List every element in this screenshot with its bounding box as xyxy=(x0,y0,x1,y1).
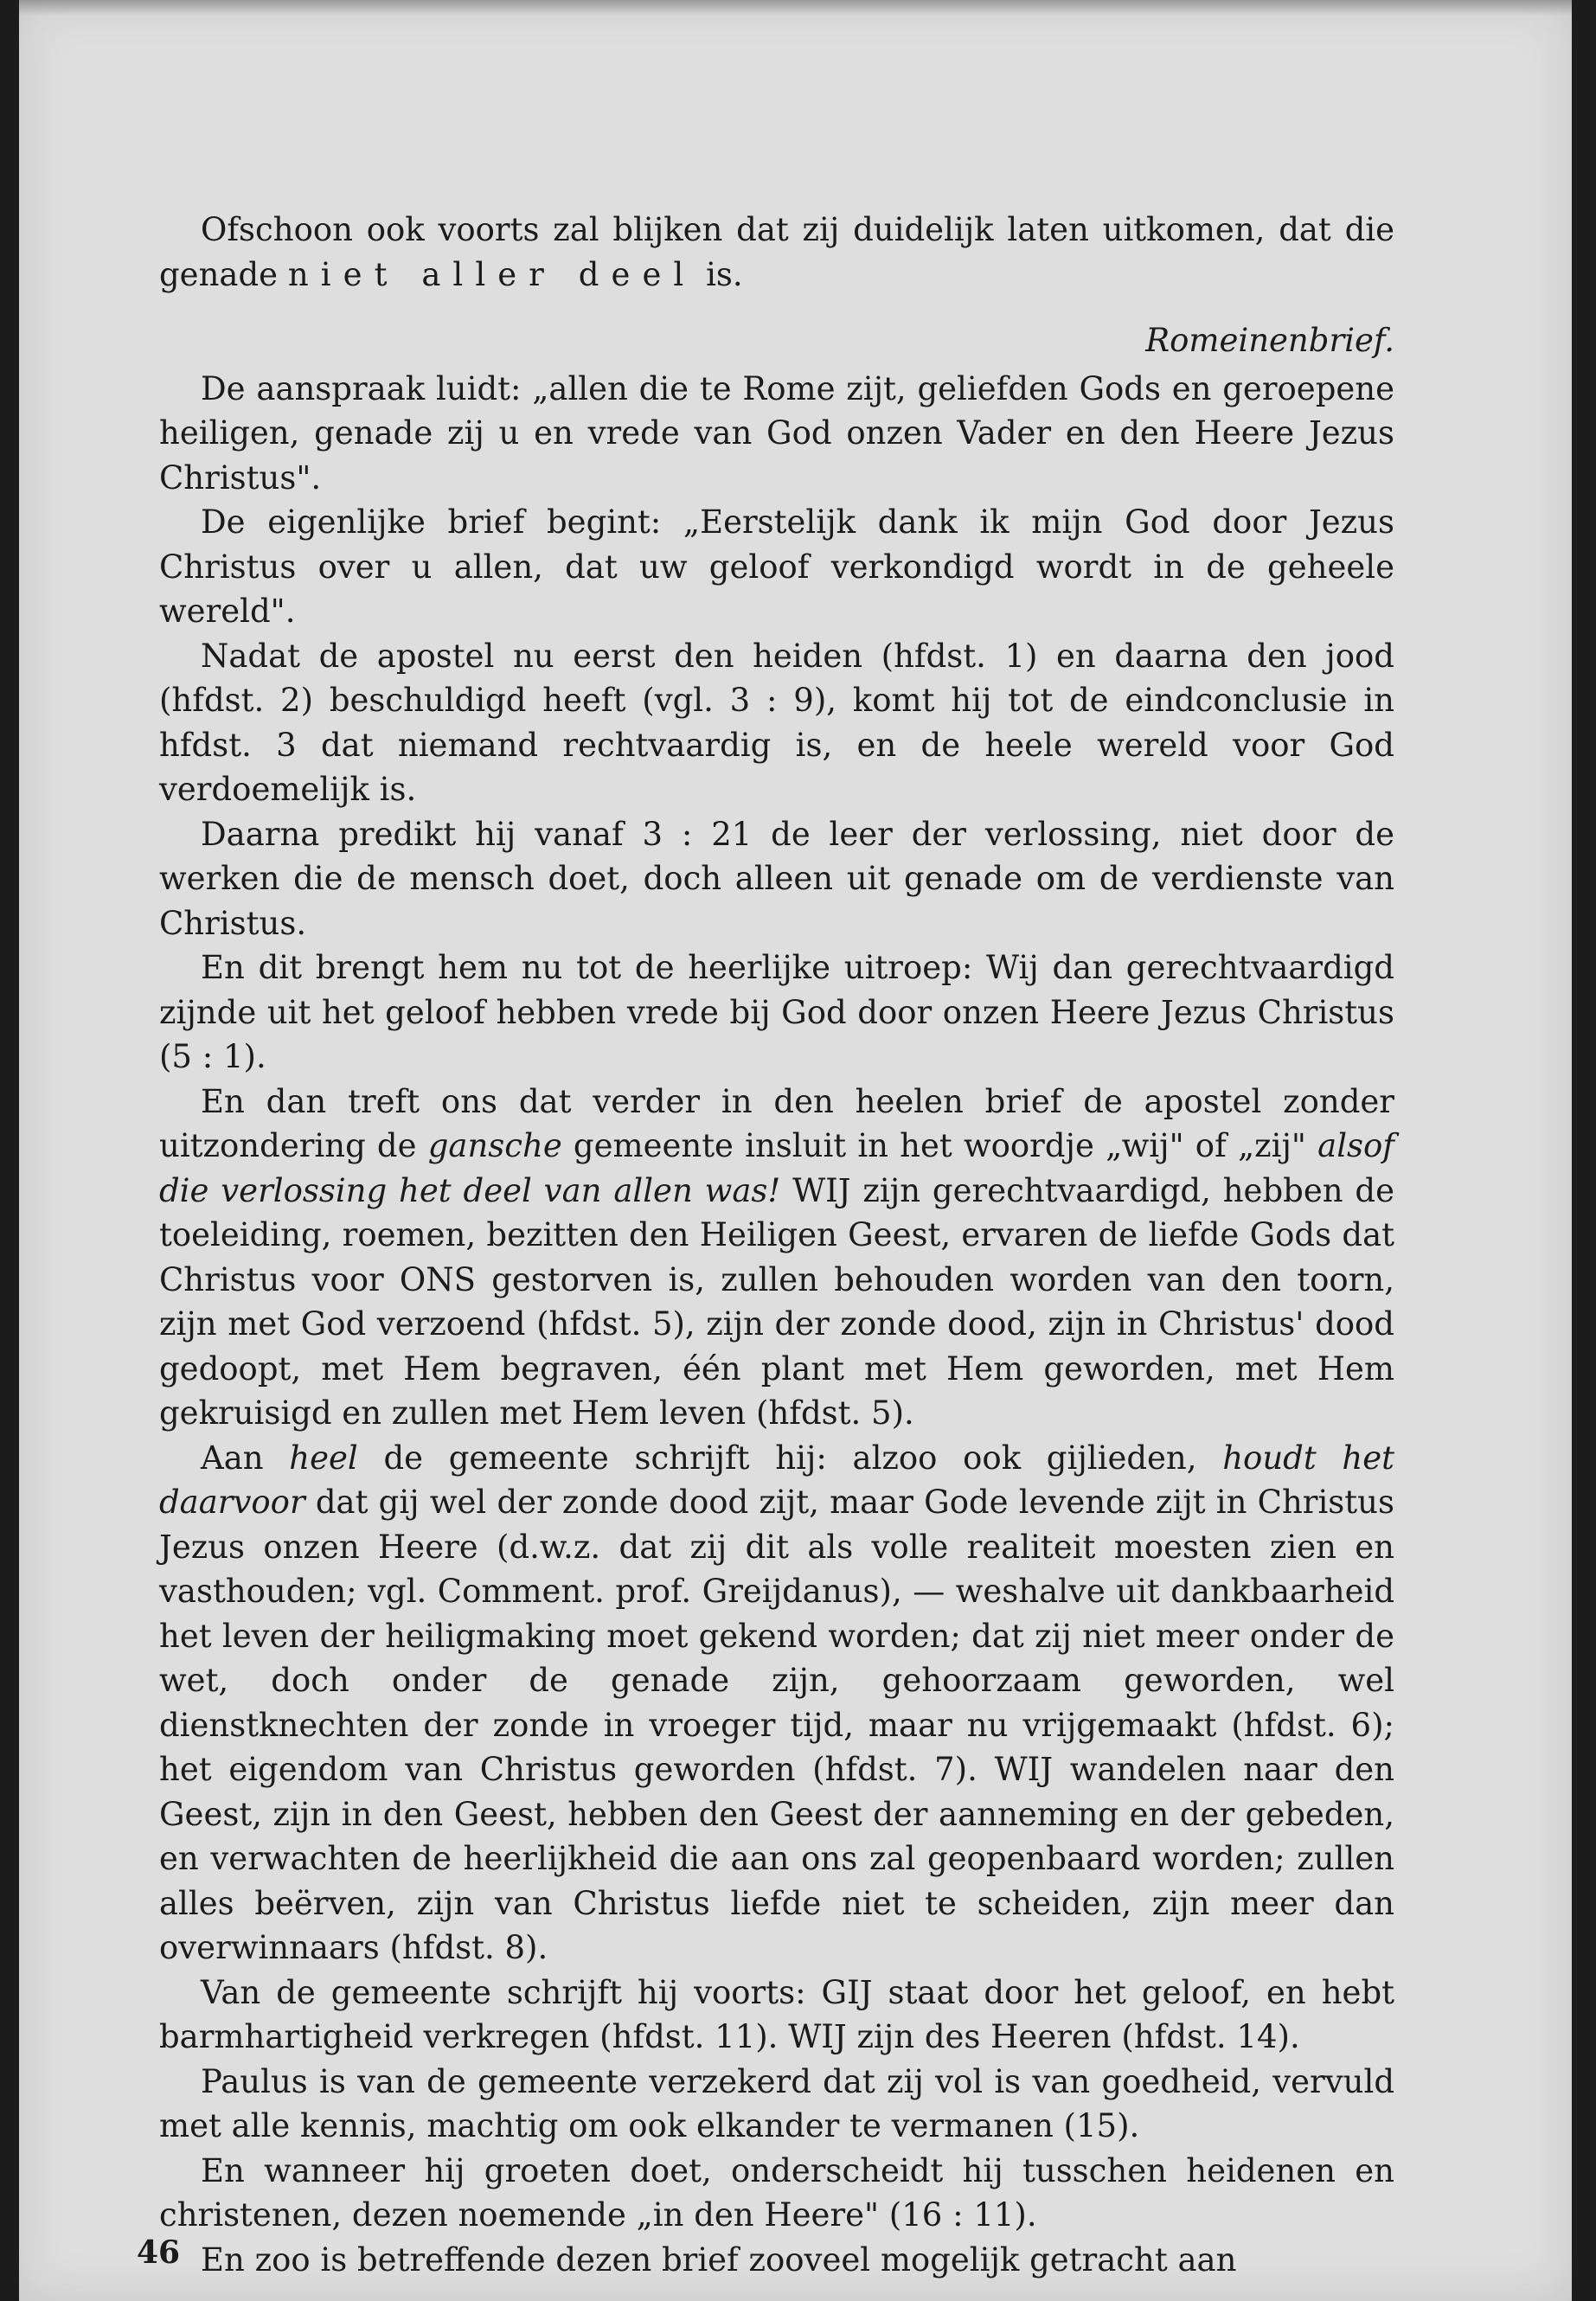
paragraph-2: De eigenlijke brief begint: „Eerstelijk dank ik mijn God door Jezus Christus over u allen, dat uw geloof verkondigd wordt in de geheele wereld". xyxy=(159,503,1394,630)
p6-text-c: gemeente insluit in het woordje „wij" of „zij" xyxy=(561,1127,1318,1164)
paragraph-10: En wanneer hij groeten doet, onderscheidt hij tusschen heidenen en christenen, dezen noemende „in den Heere" (16 : 11). xyxy=(159,2151,1394,2234)
p7-italic-phrase: houdt het daarvoor xyxy=(159,1439,1394,1521)
intro-spaced-text: niet aller deel xyxy=(287,255,696,293)
paragraph-6 xyxy=(159,1080,1394,1436)
p7-italic-heel: heel xyxy=(289,1439,358,1477)
page-number: 46 xyxy=(137,2234,181,2271)
paragraph-11: En zoo is betreffende dezen brief zooveel mogelijk getracht aan xyxy=(201,2240,1237,2279)
p7-text-c: de gemeente schrijft hij: alzoo ook gijlieden, xyxy=(357,1439,1223,1477)
intro-text-b: is. xyxy=(695,255,743,293)
section-heading: Romeinenbrief. xyxy=(1145,322,1394,359)
paragraph-3: Nadat de apostel nu eerst den heiden (hfdst. 1) en daarna den jood (hfdst. 2) beschuldigd heeft (vgl. 3 : 9), komt hij tot de eindconclusie in hfdst. 3 dat niemand rechtvaardig is, en de heele wereld voor God verdoemelijk is. xyxy=(159,637,1394,808)
intro-text-a: Ofschoon ook voorts zal blijken dat zij duidelijk laten uitkomen, dat die genade xyxy=(159,211,1394,293)
paragraph-9: Paulus is van de gemeente verzekerd dat zij vol is van goedheid, vervuld met alle kennis, machtig om ook elkander te vermanen (15). xyxy=(159,2062,1394,2144)
paragraph-1: De aanspraak luidt: „allen die te Rome zijt, geliefden Gods en geroepene heiligen, genade zij u en vrede van God onzen Vader en den Heere Jezus Christus". xyxy=(159,369,1394,497)
p7-text-e: dat gij wel der zonde dood zijt, maar Gode levende zijt in Christus Jezus onzen Heere (d.w.z. dat zij dit als volle realiteit moesten zien en vasthouden; vgl. Comment. prof. Greijdanus), — weshalve uit dankbaarheid het leven der heiligmaking moet gekend worden; dat zij niet meer onder de wet, doch onder de genade zijn, gehoorzaam geworden, wel dienstknechten der zonde in vroeger tijd, maar nu vrijgemaakt (hfdst. 6); het eigendom van Christus geworden (hfdst. 7). WIJ wandelen naar den Geest, zijn in den Geest, hebben den Geest der aanneming en der gebeden, en verwachten de heerlijkheid die aan ons zal geopenbaard worden; zullen alles beërven, zijn van Christus liefde niet te scheiden, zijn meer dan overwinnaars (hfdst. 8). xyxy=(159,1484,1394,1966)
intro-paragraph xyxy=(159,208,1394,297)
book-page xyxy=(19,0,1572,2301)
paragraph-5: En dit brengt hem nu tot de heerlijke uitroep: Wij dan gerechtvaardigd zijnde uit het geloof hebben vrede bij God door onzen Heere Jezus Christus (5 : 1). xyxy=(159,949,1394,1075)
paragraph-7 xyxy=(159,1436,1394,1971)
paragraph-4: Daarna predikt hij vanaf 3 : 21 de leer der verlossing, niet door de werken die de mensch doet, doch alleen uit genade om de verdienste van Christus. xyxy=(159,815,1394,942)
p6-italic-gansche: gansche xyxy=(427,1127,562,1164)
paragraph-8: Van de gemeente schrijft hij voorts: GIJ staat door het geloof, en hebt barmhartigheid verkregen (hfdst. 11). WIJ zijn des Heeren (hfdst. 14). xyxy=(159,1973,1394,2055)
p7-text-a: Aan xyxy=(201,1439,290,1477)
p6-text-a: En dan treft ons dat verder in den heelen brief de apostel zonder uitzondering de xyxy=(159,1082,1394,1164)
p6-italic-phrase: alsof die verlossing het deel van allen was! xyxy=(159,1127,1394,1209)
body-text xyxy=(159,208,1394,2282)
p6-text-e: WIJ zijn gerechtvaardigd, hebben de toeleiding, roemen, bezitten den Heiligen Geest, ervaren de liefde Gods dat Christus voor ONS gestorven is, zullen behouden worden van den toorn, zijn met God verzoend (hfdst. 5), zijn der zonde dood, zijn in Christus' dood gedoopt, met Hem begraven, één plant met Hem geworden, met Hem gekruisigd en zullen met Hem leven (hfdst. 5). xyxy=(159,1171,1394,1432)
